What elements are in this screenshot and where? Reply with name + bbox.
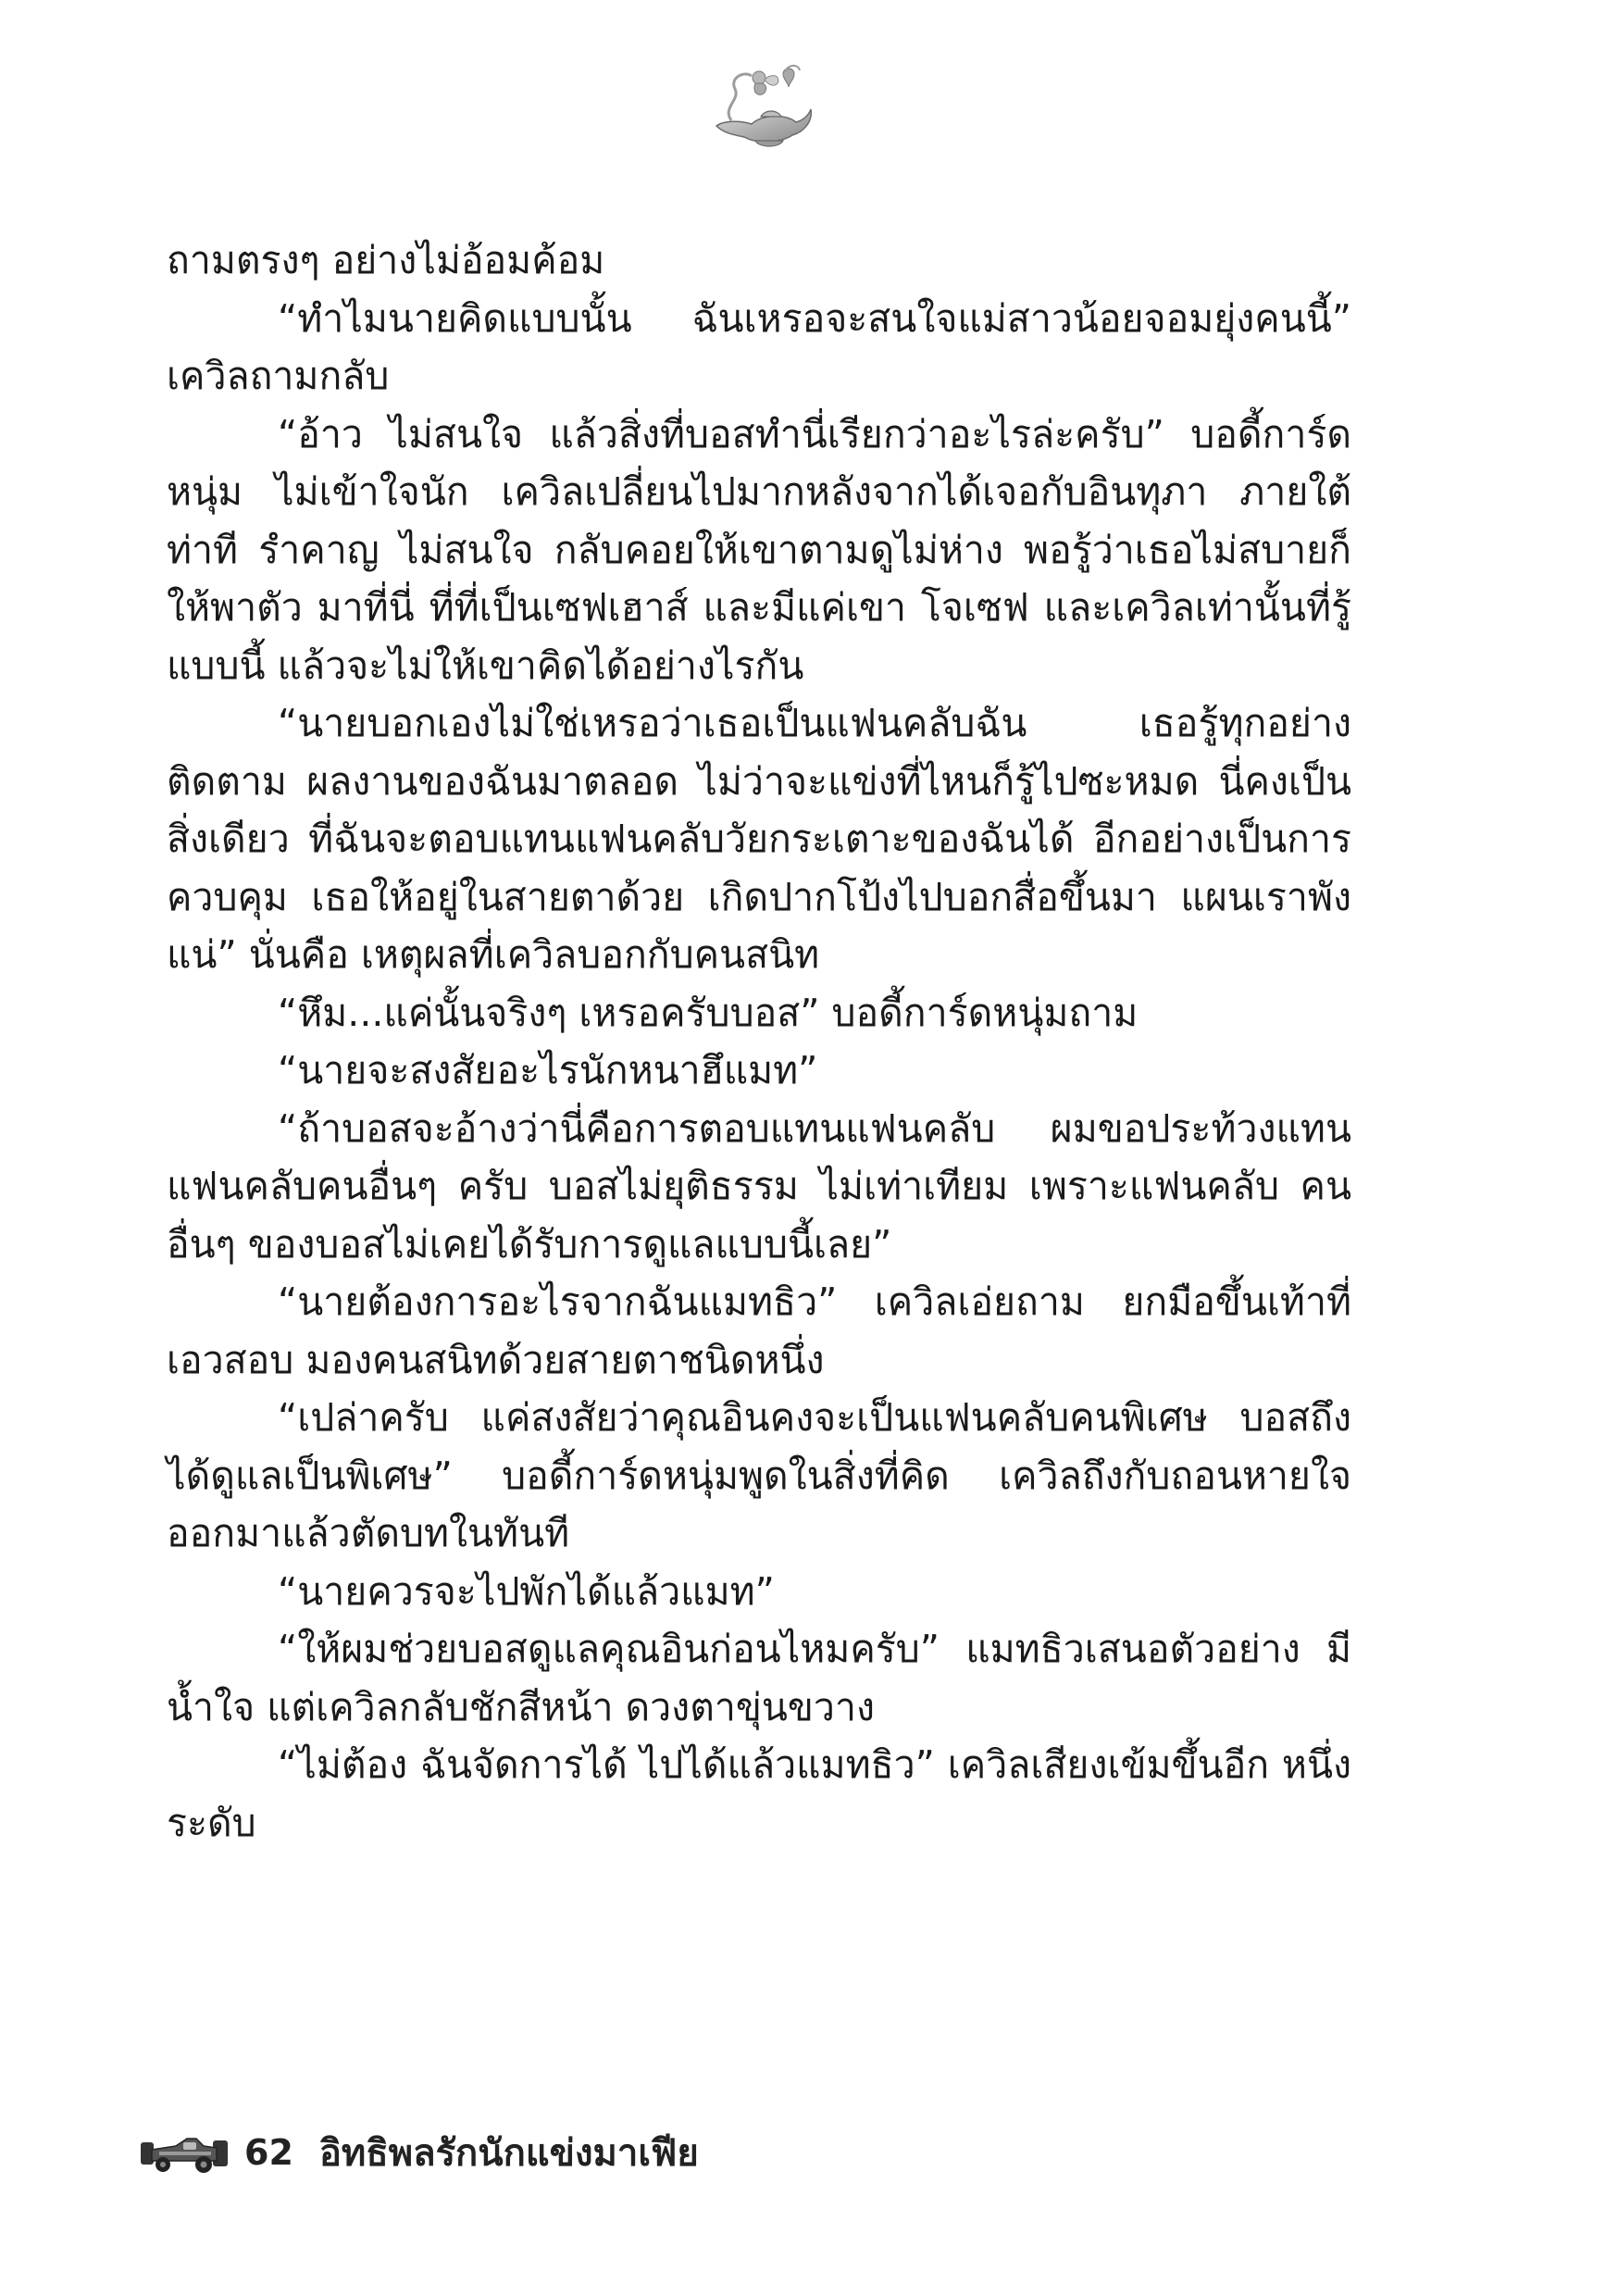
paragraph: ถามตรงๆ อย่างไม่อ้อมค้อม (167, 238, 605, 282)
paragraph: “ถ้าบอสจะอ้างว่านี่คือการตอบแทนแฟนคลับ ผมขอประท้วงแทน แฟนคลับคนอื่นๆ ครับ บอสไม่ยุติธรรม ไม่เท่าเทียม เพราะแฟนคลับ คนอื่นๆ ของบอสไม่เคยได้รับการดูแลแบบนี้เลย” (167, 1105, 1351, 1267)
paragraph: “ทำไมนายคิดแบบนั้น ฉันเหรอจะสนใจแม่สาวน้อยจอมยุ่งคนนี้” เควิลถามกลับ (167, 295, 1351, 398)
body-text (167, 231, 1351, 1852)
paragraph: “เปล่าครับ แค่สงสัยว่าคุณอินคงจะเป็นแฟนคลับคนพิเศษ บอสถึง ได้ดูแลเป็นพิเศษ” บอดี้การ์ดหนุ่มพูดในสิ่งที่คิด เควิลถึงกับถอนหายใจ ออกมาแล้วตัดบทในทันที (167, 1395, 1351, 1555)
genie-lamp-icon (703, 56, 815, 157)
paragraph: “นายบอกเองไม่ใช่เหรอว่าเธอเป็นแฟนคลับฉัน เธอรู้ทุกอย่าง ติดตาม ผลงานของฉันมาตลอด ไม่ว่าจะแข่งที่ไหนก็รู้ไปซะหมด นี่คงเป็นสิ่งเดียว ที่ฉันจะตอบแทนแฟนคลับวัยกระเตาะของฉันได้ อีกอย่างเป็นการควบคุม เธอให้อยู่ในสายตาด้วย เกิดปากโป้งไปบอกสื่อขึ้นมา แผนเราพังแน่” นั่นคือ เหตุผลที่เควิลบอกกับคนสนิท (167, 701, 1351, 977)
page-number: 62 (244, 2132, 293, 2173)
page-footer (139, 2120, 699, 2185)
paragraph: “ไม่ต้อง ฉันจัดการได้ ไปได้แล้วแมทธิว” เควิลเสียงเข้มขึ้นอีก หนึ่งระดับ (167, 1742, 1351, 1845)
race-car-icon (139, 2129, 231, 2176)
book-title: อิทธิพลรักนักแข่งมาเฟีย (318, 2132, 699, 2175)
paragraph: “นายจะสงสัยอะไรนักหนาฮึแมท” (278, 1048, 818, 1092)
paragraph: “นายต้องการอะไรจากฉันแมทธิว” เควิลเอ่ยถาม ยกมือขึ้นเท้าที่ เอวสอบ มองคนสนิทด้วยสายตาชนิดหนึ่ง (167, 1279, 1351, 1382)
paragraph: “หึม...แค่นั้นจริงๆ เหรอครับบอส” บอดี้การ์ดหนุ่มถาม (278, 990, 1139, 1035)
paragraph: “นายควรจะไปพักได้แล้วแมท” (278, 1568, 775, 1614)
paragraph: “ให้ผมช่วยบอสดูแลคุณอินก่อนไหมครับ” แมทธิวเสนอตัวอย่าง มีน้ำใจ แต่เควิลกลับชักสีหน้า ดวงตาขุ่นขวาง (167, 1627, 1351, 1729)
paragraph: “อ้าว ไม่สนใจ แล้วสิ่งที่บอสทำนี่เรียกว่าอะไรล่ะครับ” บอดี้การ์ดหนุ่ม ไม่เข้าใจนัก เควิลเปลี่ยนไปมากหลังจากได้เจอกับอินทุภา ภายใต้ท่าที รำคาญ ไม่สนใจ กลับคอยให้เขาตามดูไม่ห่าง พอรู้ว่าเธอไม่สบายก็ให้พาตัว มาที่นี่ ที่ที่เป็นเซฟเฮาส์ และมีแค่เขา โจเซฟ และเควิลเท่านั้นที่รู้ แบบนี้ แล้วจะไม่ให้เขาคิดได้อย่างไรกัน (167, 411, 1351, 688)
